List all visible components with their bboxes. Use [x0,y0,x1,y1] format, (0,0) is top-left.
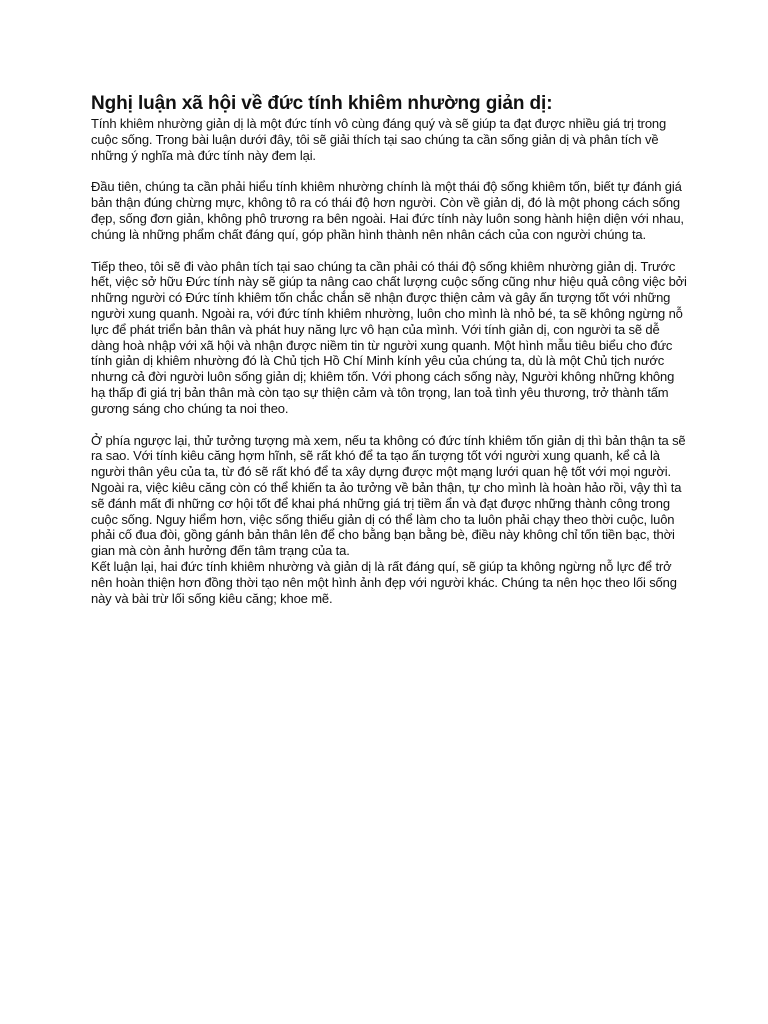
paragraph-counterpoint: Ở phía ngược lại, thử tưởng tượng mà xem, nếu ta không có đức tính khiêm tốn giản dị thì bản thận ta sẽ ra sao. Với tính kiêu căng hợm hĩnh, sẽ rất khó để ta tạo ấn tượng tốt với người xung quanh, kể cả là người thân yêu của ta, từ đó sẽ rất khó để ta xây dựng được một mạng lưới quan hệ tốt với mọi người. Ngoài ra, việc kiêu căng còn có thể khiến ta ảo tưởng về bản thận, tự cho mình là hoàn hảo rồi, vậy thì ta sẽ đánh mất đi những cơ hội tốt để khai phá những giá trị tiềm ẩn và đạt được những thành công trong cuộc sống. Nguy hiểm hơn, việc sống thiếu giản dị có thể làm cho ta luôn phải chạy theo thời cuộc, luôn phải cố đua đòi, gồng gánh bản thân lên để cho bằng bạn bằng bè, điều này không chỉ tốn tiền bạc, thời gian mà còn ảnh hưởng đến tâm trạng của ta. [91,432,686,559]
paragraph-analysis: Tiếp theo, tôi sẽ đi vào phân tích tại sao chúng ta cần phải có thái độ sống khiêm nhường giản dị. Trước hết, việc sở hữu Đức tính này sẽ giúp ta nâng cao chất lượng cuộc sống cũng như hiệu quả công việc bởi những người có Đức tính khiêm tốn chắc chắn sẽ nhận được thiện cảm và gây ấn tượng tốt với những người xung quanh. Ngoài ra, với đức tính khiêm nhường, luôn cho mình là nhỏ bé, ta sẽ không ngừng nỗ lực để phát triển bản thân và phát huy năng lực vô hạn của mình. Với tính giản dị, con người ta sẽ dễ dàng hoà nhập với xã hội và nhận được niềm tin từ người xung quanh. Một hình mẫu tiêu biểu cho đức tính giản dị khiêm nhường đó là Chủ tịch Hồ Chí Minh kính yêu của chúng ta, dù là một Chủ tịch nước nhưng cả đời người luôn sống giản dị; khiêm tốn. Với phong cách sống này, Người không những không hạ thấp đi giá trị bản thân mà còn tạo sự thiện cảm và tôn trọng, lan toả tình yêu thương, trở thành tấm gương sáng cho chúng ta noi theo. [91,258,687,416]
paragraph-conclusion: Kết luận lại, hai đức tính khiêm nhường và giản dị là rất đáng quí, sẽ giúp ta không ngừng nỗ lực để trở nên hoàn thiện hơn đồng thời tạo nên một hình ảnh đẹp với người khác. Chúng ta nên học theo lối sống này và bài trừ lối sống kiêu căng; khoe mẽ. [91,558,677,606]
paragraph-spacer [91,243,688,259]
paragraph-spacer [91,163,688,179]
paragraph-spacer [91,417,688,433]
document-title: Nghị luận xã hội về đức tính khiêm nhường giản dị: [91,93,553,114]
document-page [91,92,688,606]
paragraph-intro: Tính khiêm nhường giản dị là một đức tính vô cùng đáng quý và sẽ giúp ta đạt được nhiều giá trị trong cuộc sống. Trong bài luận dưới đây, tôi sẽ giải thích tại sao chúng ta cần sống giản dị và phân tích về những ý nghĩa mà đức tính này đem lại. [91,116,667,163]
paragraph-definition: Đầu tiên, chúng ta cần phải hiểu tính khiêm nhường chính là một thái độ sống khiêm tốn, biết tự đánh giá bản thận đúng chừng mực, không tô ra có thái độ hơn người. Còn về giản dị, đó là một phong cách sống đẹp, sống đơn giản, không phô trương ra bên ngoài. Hai đức tính này luôn song hành hiện diện với nhau, chúng là những phẩm chất đáng quí, góp phần hình thành nên nhân cách của con người chúng ta. [91,179,684,242]
